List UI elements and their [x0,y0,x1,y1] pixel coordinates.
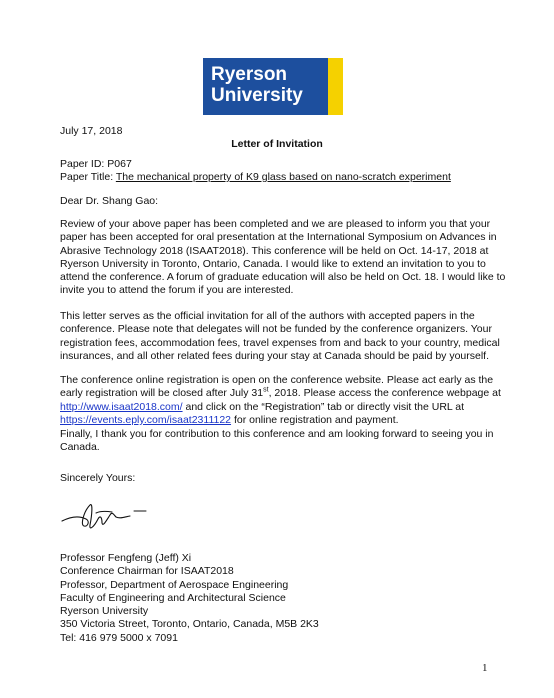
paragraph-line: Ryerson University in Toronto, Ontario, Canada. I would like to extend an invitation to you to [60,257,486,270]
handwritten-signature [60,493,160,533]
ryerson-university-logo [203,58,343,115]
paragraph-review [60,218,506,298]
logo-line-2: University [211,85,303,106]
registration-webpage-text: , 2018. Please access the conference webpage at [268,387,501,400]
paragraph-invitation [60,310,500,363]
paragraph-line: paper has been accepted for oral presentation at the International Symposium on Advances in [60,231,497,244]
signatory-faculty: Faculty of Engineering and Architectural Science [60,591,286,604]
signatory-address: 350 Victoria Street, Toronto, Ontario, Canada, M5B 2K3 [60,618,319,631]
paragraph-line [60,414,492,427]
ordinal-suffix: st [263,386,269,394]
salutation: Dear Dr. Shang Gao: [60,195,159,207]
registration-deadline-text: early registration will be closed after July 31 [60,387,264,400]
paragraph-closing-thanks [60,428,492,455]
paragraph-line: Canada. [60,441,100,454]
logo-accent-bar [328,58,343,115]
page-number: 1 [482,662,488,674]
paper-title: The mechanical property of K9 glass based on nano-scratch experiment [115,171,451,183]
paragraph-line: This letter serves as the official invitation for all of the authors with accepted papers in the [60,310,475,322]
signature-block [60,552,492,645]
paragraph-line [60,386,501,400]
paragraph-line: insurances, and all other related fees during your stay at Canada should be paid by yourself. [60,349,490,362]
conference-website-link[interactable]: http://www.isaat2018.com/ [60,400,183,413]
closing: Sincerely Yours: [60,472,136,484]
logo-line-1: Ryerson [211,64,288,85]
paragraph-line: invite you to attend the forum if you are interested. [60,284,294,297]
registration-tab-text: and click on the “Registration” tab or directly visit the URL at [182,400,465,413]
paper-title-label: Paper Title: [60,171,116,183]
paragraph-line: registration fees, accommodation fees, travel expenses from and back to your country, medical [60,336,500,349]
paragraph-line: attend the conference. A forum of graduate education will also be held on Oct. 18. I would like to [60,271,506,284]
paragraph-registration [60,374,501,427]
paragraph-line: Finally, I thank you for contribution to this conference and am looking forward to seeing you in [60,428,494,440]
paragraph-line [60,401,492,414]
signatory-name: Professor Fengfeng (Jeff) Xi [60,552,192,564]
signatory-university: Ryerson University [60,605,149,618]
paper-id: Paper ID: P067 [60,158,132,170]
signatory-phone: Tel: 416 979 5000 x 7091 [60,631,178,644]
signatory-role: Conference Chairman for ISAAT2018 [60,565,234,578]
letter-date: July 17, 2018 [60,125,123,137]
paragraph-line: Review of your above paper has been completed and we are pleased to inform you that your [60,218,491,230]
paragraph-line: conference. Please note that delegates will not be funded by the conference organizers. Your [60,323,492,336]
paragraph-line: Abrasive Technology 2018 (ISAAT2018). This conference will be held on Oct. 14-17, 2018 at [60,244,489,257]
paper-title-line [60,171,492,184]
paragraph-line: The conference online registration is open on the conference website. Please act early as the [60,374,494,386]
registration-payment-text: for online registration and payment. [231,413,399,426]
letter-title: Letter of Invitation [231,138,323,150]
signatory-position: Professor, Department of Aerospace Engineering [60,578,289,591]
registration-url-link[interactable]: https://events.eply.com/isaat2311122 [60,413,232,426]
